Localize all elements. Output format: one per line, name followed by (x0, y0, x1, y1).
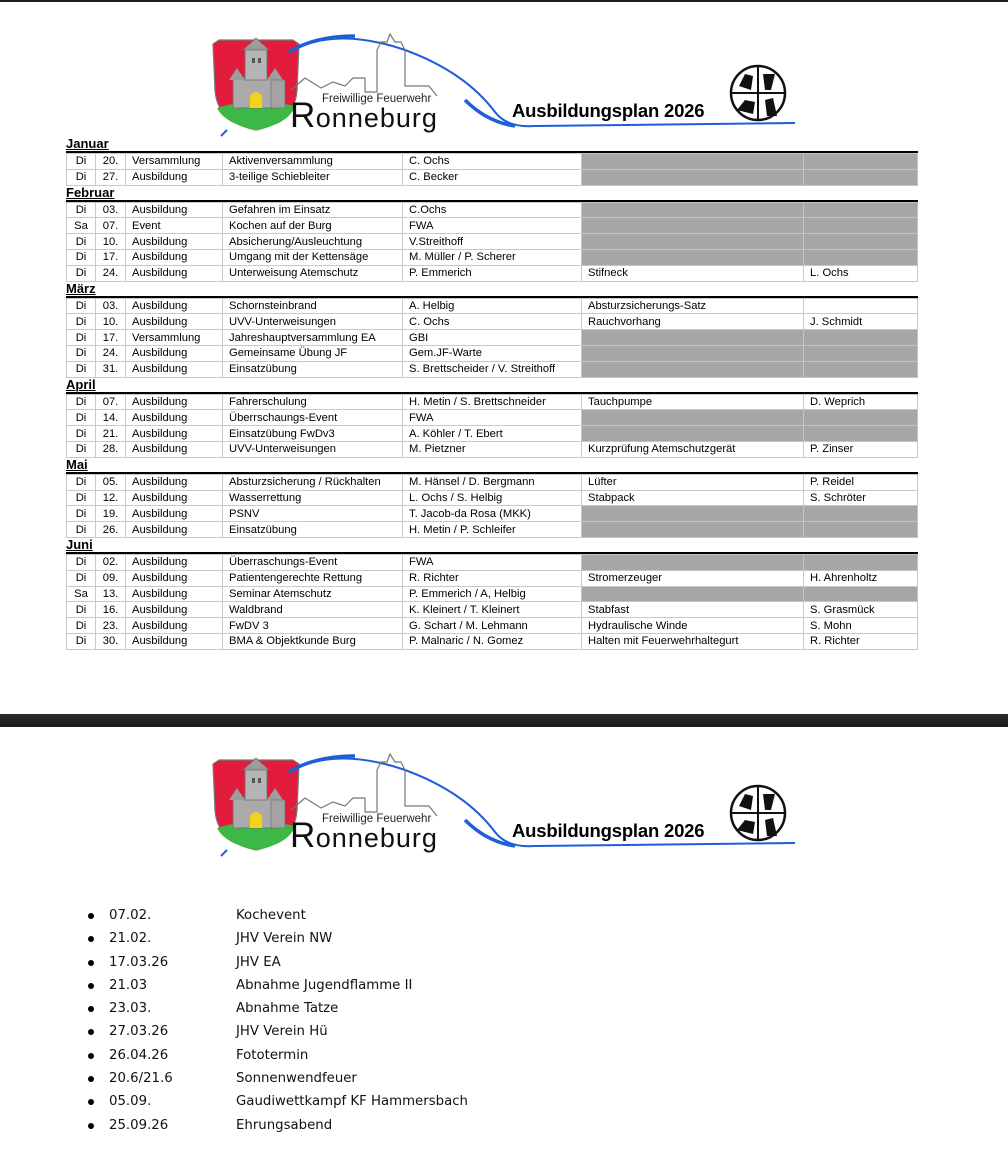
event-date: 05.09. (109, 1094, 152, 1110)
type-cell: Ausbildung (126, 474, 223, 490)
equipment-cell (582, 506, 804, 522)
lead-cell: A. Helbig (403, 298, 582, 314)
type-cell: Ausbildung (126, 554, 223, 570)
equipment-lead-cell (804, 202, 918, 218)
table-row (67, 345, 918, 361)
table-row (67, 234, 918, 250)
lead-cell: P. Emmerich / A, Helbig (403, 586, 582, 602)
bullet-icon (88, 1099, 94, 1105)
month-table (66, 474, 918, 538)
lead-cell: R. Richter (403, 570, 582, 586)
event-name: Gaudiwettkampf KF Hammersbach (236, 1094, 468, 1110)
date-cell: 24. (96, 265, 126, 281)
equipment-lead-cell: D. Weprich (804, 394, 918, 410)
date-cell: 17. (96, 330, 126, 346)
event-date: 27.03.26 (109, 1024, 169, 1040)
type-cell: Ausbildung (126, 490, 223, 506)
equipment-cell (582, 169, 804, 185)
topic-cell: Überrschaungs-Event (223, 410, 403, 426)
weekday-cell: Di (67, 169, 96, 185)
type-cell: Ausbildung (126, 570, 223, 586)
weekday-cell: Di (67, 330, 96, 346)
weekday-cell: Di (67, 554, 96, 570)
equipment-cell: Stifneck (582, 265, 804, 281)
equipment-lead-cell: L. Ochs (804, 265, 918, 281)
type-cell: Event (126, 218, 223, 234)
table-row (67, 394, 918, 410)
date-cell: 12. (96, 490, 126, 506)
month-title: April (66, 376, 96, 392)
lead-cell: GBI (403, 330, 582, 346)
topic-cell: Seminar Atemschutz (223, 586, 403, 602)
weekday-cell: Sa (67, 586, 96, 602)
equipment-cell: Halten mit Feuerwehrhaltegurt (582, 633, 804, 649)
date-cell: 13. (96, 586, 126, 602)
lead-cell: M. Hänsel / D. Bergmann (403, 474, 582, 490)
weekday-cell: Di (67, 234, 96, 250)
weekday-cell: Di (67, 202, 96, 218)
equipment-cell: Tauchpumpe (582, 394, 804, 410)
type-cell: Ausbildung (126, 394, 223, 410)
type-cell: Ausbildung (126, 618, 223, 634)
equipment-cell (582, 554, 804, 570)
bullet-icon (88, 913, 94, 919)
lead-cell: G. Schart / M. Lehmann (403, 618, 582, 634)
date-cell: 17. (96, 249, 126, 265)
table-row (67, 154, 918, 170)
date-cell: 19. (96, 506, 126, 522)
fire-brigade-emblem-icon (731, 786, 785, 840)
weekday-cell: Di (67, 154, 96, 170)
table-row (67, 602, 918, 618)
lead-cell: H. Metin / P. Schleifer (403, 522, 582, 538)
equipment-cell: Stromerzeuger (582, 570, 804, 586)
type-cell: Ausbildung (126, 522, 223, 538)
equipment-lead-cell: P. Reidel (804, 474, 918, 490)
equipment-cell (582, 361, 804, 377)
table-row (67, 441, 918, 457)
lead-cell: M. Pietzner (403, 441, 582, 457)
weekday-cell: Di (67, 633, 96, 649)
document-page-2 (0, 727, 1008, 1158)
weekday-cell: Di (67, 265, 96, 281)
weekday-cell: Di (67, 361, 96, 377)
date-cell: 21. (96, 426, 126, 442)
bullet-icon (88, 1123, 94, 1129)
table-row (67, 506, 918, 522)
equipment-cell (582, 330, 804, 346)
table-row (67, 490, 918, 506)
weekday-cell: Di (67, 602, 96, 618)
coat-of-arms-icon (213, 758, 299, 850)
weekday-cell: Di (67, 506, 96, 522)
date-cell: 02. (96, 554, 126, 570)
table-row (67, 169, 918, 185)
month-section (66, 378, 917, 458)
topic-cell: Absturzsicherung / Rückhalten (223, 474, 403, 490)
table-row (67, 554, 918, 570)
table-row (67, 633, 918, 649)
type-cell: Versammlung (126, 154, 223, 170)
lead-cell: Gem.JF-Warte (403, 345, 582, 361)
type-cell: Ausbildung (126, 410, 223, 426)
equipment-lead-cell (804, 361, 918, 377)
topic-cell: Patientengerechte Rettung (223, 570, 403, 586)
org-subtitle: Freiwillige Feuerwehr (322, 93, 432, 105)
table-row (67, 249, 918, 265)
topic-cell: PSNV (223, 506, 403, 522)
equipment-lead-cell (804, 522, 918, 538)
date-cell: 07. (96, 394, 126, 410)
event-date: 23.03. (109, 1001, 152, 1017)
page-header (205, 750, 805, 862)
month-section (66, 458, 917, 538)
org-name-initial: R (290, 816, 316, 855)
weekday-cell: Di (67, 474, 96, 490)
weekday-cell: Di (67, 394, 96, 410)
lead-cell: C. Ochs (403, 154, 582, 170)
table-row (67, 426, 918, 442)
topic-cell: Umgang mit der Kettensäge (223, 249, 403, 265)
type-cell: Ausbildung (126, 298, 223, 314)
event-name: JHV Verein Hü (236, 1024, 328, 1040)
type-cell: Ausbildung (126, 586, 223, 602)
topic-cell: Einsatzübung (223, 522, 403, 538)
topic-cell: Fahrerschulung (223, 394, 403, 410)
event-name: Abnahme Jugendflamme II (236, 977, 413, 993)
weekday-cell: Di (67, 345, 96, 361)
plan-title: Ausbildungsplan 2026 (512, 820, 705, 841)
equipment-lead-cell: S. Mohn (804, 618, 918, 634)
org-name-initial: R (290, 96, 316, 135)
equipment-cell (582, 234, 804, 250)
type-cell: Ausbildung (126, 202, 223, 218)
lead-cell: L. Ochs / S. Helbig (403, 490, 582, 506)
equipment-cell (582, 522, 804, 538)
equipment-cell (582, 345, 804, 361)
topic-cell: Wasserrettung (223, 490, 403, 506)
weekday-cell: Di (67, 298, 96, 314)
weekday-cell: Di (67, 522, 96, 538)
table-row (67, 265, 918, 281)
event-date: 17.03.26 (109, 954, 169, 970)
equipment-lead-cell: S. Grasmück (804, 602, 918, 618)
page-separator (0, 714, 1008, 727)
equipment-cell: Kurzprüfung Atemschutzgerät (582, 441, 804, 457)
equipment-cell: Hydraulische Winde (582, 618, 804, 634)
equipment-lead-cell: R. Richter (804, 633, 918, 649)
equipment-lead-cell (804, 249, 918, 265)
event-date: 26.04.26 (109, 1047, 169, 1063)
fire-brigade-emblem-icon (731, 66, 785, 120)
table-row (67, 330, 918, 346)
topic-cell: UVV-Unterweisungen (223, 441, 403, 457)
equipment-lead-cell (804, 554, 918, 570)
table-row (67, 314, 918, 330)
equipment-cell: Lüfter (582, 474, 804, 490)
date-cell: 09. (96, 570, 126, 586)
lead-cell: M. Müller / P. Scherer (403, 249, 582, 265)
table-row (67, 522, 918, 538)
lead-cell: C.Ochs (403, 202, 582, 218)
bullet-icon (88, 1053, 94, 1059)
type-cell: Ausbildung (126, 234, 223, 250)
equipment-lead-cell: J. Schmidt (804, 314, 918, 330)
month-table (66, 394, 918, 458)
lead-cell: V.Streithoff (403, 234, 582, 250)
topic-cell: Überraschungs-Event (223, 554, 403, 570)
date-cell: 30. (96, 633, 126, 649)
equipment-cell (582, 249, 804, 265)
training-plan (66, 137, 917, 650)
month-title: Juni (66, 536, 93, 552)
month-section (66, 186, 917, 282)
type-cell: Versammlung (126, 330, 223, 346)
equipment-cell (582, 202, 804, 218)
date-cell: 03. (96, 202, 126, 218)
equipment-lead-cell (804, 169, 918, 185)
table-row (67, 474, 918, 490)
org-name (290, 816, 438, 858)
topic-cell: UVV-Unterweisungen (223, 314, 403, 330)
event-name: Fototermin (236, 1047, 309, 1063)
weekday-cell: Di (67, 618, 96, 634)
weekday-cell: Di (67, 490, 96, 506)
equipment-lead-cell (804, 426, 918, 442)
lead-cell: C. Becker (403, 169, 582, 185)
topic-cell: Unterweisung Atemschutz (223, 265, 403, 281)
topic-cell: Gemeinsame Übung JF (223, 345, 403, 361)
date-cell: 31. (96, 361, 126, 377)
topic-cell: BMA & Objektkunde Burg (223, 633, 403, 649)
equipment-cell: Rauchvorhang (582, 314, 804, 330)
event-name: Ehrungsabend (236, 1117, 333, 1133)
lead-cell: FWA (403, 410, 582, 426)
date-cell: 23. (96, 618, 126, 634)
equipment-lead-cell (804, 154, 918, 170)
equipment-cell (582, 586, 804, 602)
month-table (66, 153, 918, 186)
topic-cell: Waldbrand (223, 602, 403, 618)
event-name: Kochevent (236, 908, 306, 923)
date-cell: 10. (96, 234, 126, 250)
weekday-cell: Sa (67, 218, 96, 234)
equipment-lead-cell: S. Schröter (804, 490, 918, 506)
equipment-cell (582, 218, 804, 234)
weekday-cell: Di (67, 314, 96, 330)
weekday-cell: Di (67, 249, 96, 265)
equipment-cell: Absturzsicherungs-Satz (582, 298, 804, 314)
month-title: März (66, 280, 96, 296)
bullet-icon (88, 936, 94, 942)
org-name-rest: onneburg (315, 823, 438, 853)
type-cell: Ausbildung (126, 345, 223, 361)
org-name-rest: onneburg (315, 103, 438, 133)
month-section (66, 538, 917, 650)
event-date: 25.09.26 (109, 1117, 169, 1133)
type-cell: Ausbildung (126, 506, 223, 522)
date-cell: 28. (96, 441, 126, 457)
weekday-cell: Di (67, 410, 96, 426)
lead-cell: S. Brettscheider / V. Streithoff (403, 361, 582, 377)
document-page-1 (0, 2, 1008, 714)
month-table (66, 202, 918, 282)
type-cell: Ausbildung (126, 426, 223, 442)
lead-cell: A. Köhler / T. Ebert (403, 426, 582, 442)
type-cell: Ausbildung (126, 441, 223, 457)
type-cell: Ausbildung (126, 249, 223, 265)
table-row (67, 218, 918, 234)
date-cell: 14. (96, 410, 126, 426)
equipment-lead-cell (804, 234, 918, 250)
equipment-cell (582, 410, 804, 426)
weekday-cell: Di (67, 570, 96, 586)
event-name: Sonnenwendfeuer (236, 1071, 357, 1087)
event-date: 21.03 (109, 977, 148, 993)
event-name: Abnahme Tatze (236, 1001, 339, 1017)
topic-cell: Kochen auf der Burg (223, 218, 403, 234)
weekday-cell: Di (67, 441, 96, 457)
event-name: JHV Verein NW (236, 931, 333, 947)
table-row (67, 618, 918, 634)
equipment-lead-cell: H. Ahrenholtz (804, 570, 918, 586)
date-cell: 26. (96, 522, 126, 538)
table-row (67, 361, 918, 377)
month-section (66, 137, 917, 186)
equipment-cell: Stabfast (582, 602, 804, 618)
topic-cell: FwDV 3 (223, 618, 403, 634)
type-cell: Ausbildung (126, 361, 223, 377)
equipment-cell: Stabpack (582, 490, 804, 506)
table-row (67, 410, 918, 426)
table-row (67, 570, 918, 586)
month-table (66, 554, 918, 650)
topic-cell: Absicherung/Ausleuchtung (223, 234, 403, 250)
equipment-cell (582, 154, 804, 170)
lead-cell: FWA (403, 218, 582, 234)
lead-cell: T. Jacob-da Rosa (MKK) (403, 506, 582, 522)
type-cell: Ausbildung (126, 265, 223, 281)
date-cell: 27. (96, 169, 126, 185)
equipment-lead-cell (804, 218, 918, 234)
equipment-lead-cell (804, 298, 918, 314)
page-header (205, 30, 805, 142)
weekday-cell: Di (67, 426, 96, 442)
type-cell: Ausbildung (126, 314, 223, 330)
month-section (66, 282, 917, 378)
lead-cell: P. Emmerich (403, 265, 582, 281)
date-cell: 24. (96, 345, 126, 361)
equipment-lead-cell (804, 410, 918, 426)
equipment-lead-cell (804, 586, 918, 602)
topic-cell: Gefahren im Einsatz (223, 202, 403, 218)
month-title: Mai (66, 456, 88, 472)
date-cell: 20. (96, 154, 126, 170)
event-date: 21.02. (109, 931, 152, 947)
date-cell: 10. (96, 314, 126, 330)
table-row (67, 298, 918, 314)
date-cell: 07. (96, 218, 126, 234)
table-row (67, 202, 918, 218)
equipment-lead-cell: P. Zinser (804, 441, 918, 457)
type-cell: Ausbildung (126, 602, 223, 618)
equipment-lead-cell (804, 506, 918, 522)
topic-cell: 3-teilige Schiebleiter (223, 169, 403, 185)
event-name: JHV EA (236, 954, 281, 970)
plan-title: Ausbildungsplan 2026 (512, 100, 705, 121)
bullet-icon (88, 1076, 94, 1082)
event-date: 20.6/21.6 (109, 1071, 173, 1087)
equipment-cell (582, 426, 804, 442)
month-title: Januar (66, 136, 109, 151)
bullet-icon (88, 960, 94, 966)
coat-of-arms-icon (213, 38, 299, 130)
date-cell: 16. (96, 602, 126, 618)
topic-cell: Aktivenversammlung (223, 154, 403, 170)
lead-cell: FWA (403, 554, 582, 570)
date-cell: 03. (96, 298, 126, 314)
type-cell: Ausbildung (126, 169, 223, 185)
bullet-icon (88, 983, 94, 989)
month-title: Februar (66, 184, 115, 200)
type-cell: Ausbildung (126, 633, 223, 649)
org-subtitle: Freiwillige Feuerwehr (322, 813, 432, 825)
equipment-lead-cell (804, 345, 918, 361)
topic-cell: Jahreshauptversammlung EA (223, 330, 403, 346)
lead-cell: K. Kleinert / T. Kleinert (403, 602, 582, 618)
equipment-lead-cell (804, 330, 918, 346)
topic-cell: Einsatzübung (223, 361, 403, 377)
month-table (66, 298, 918, 378)
table-row (67, 586, 918, 602)
topic-cell: Schornsteinbrand (223, 298, 403, 314)
bullet-icon (88, 1006, 94, 1012)
lead-cell: C. Ochs (403, 314, 582, 330)
org-name (290, 96, 438, 138)
bullet-icon (88, 1029, 94, 1035)
date-cell: 05. (96, 474, 126, 490)
lead-cell: H. Metin / S. Brettschneider (403, 394, 582, 410)
event-date: 07.02. (109, 908, 152, 923)
topic-cell: Einsatzübung FwDv3 (223, 426, 403, 442)
lead-cell: P. Malnaric / N. Gomez (403, 633, 582, 649)
